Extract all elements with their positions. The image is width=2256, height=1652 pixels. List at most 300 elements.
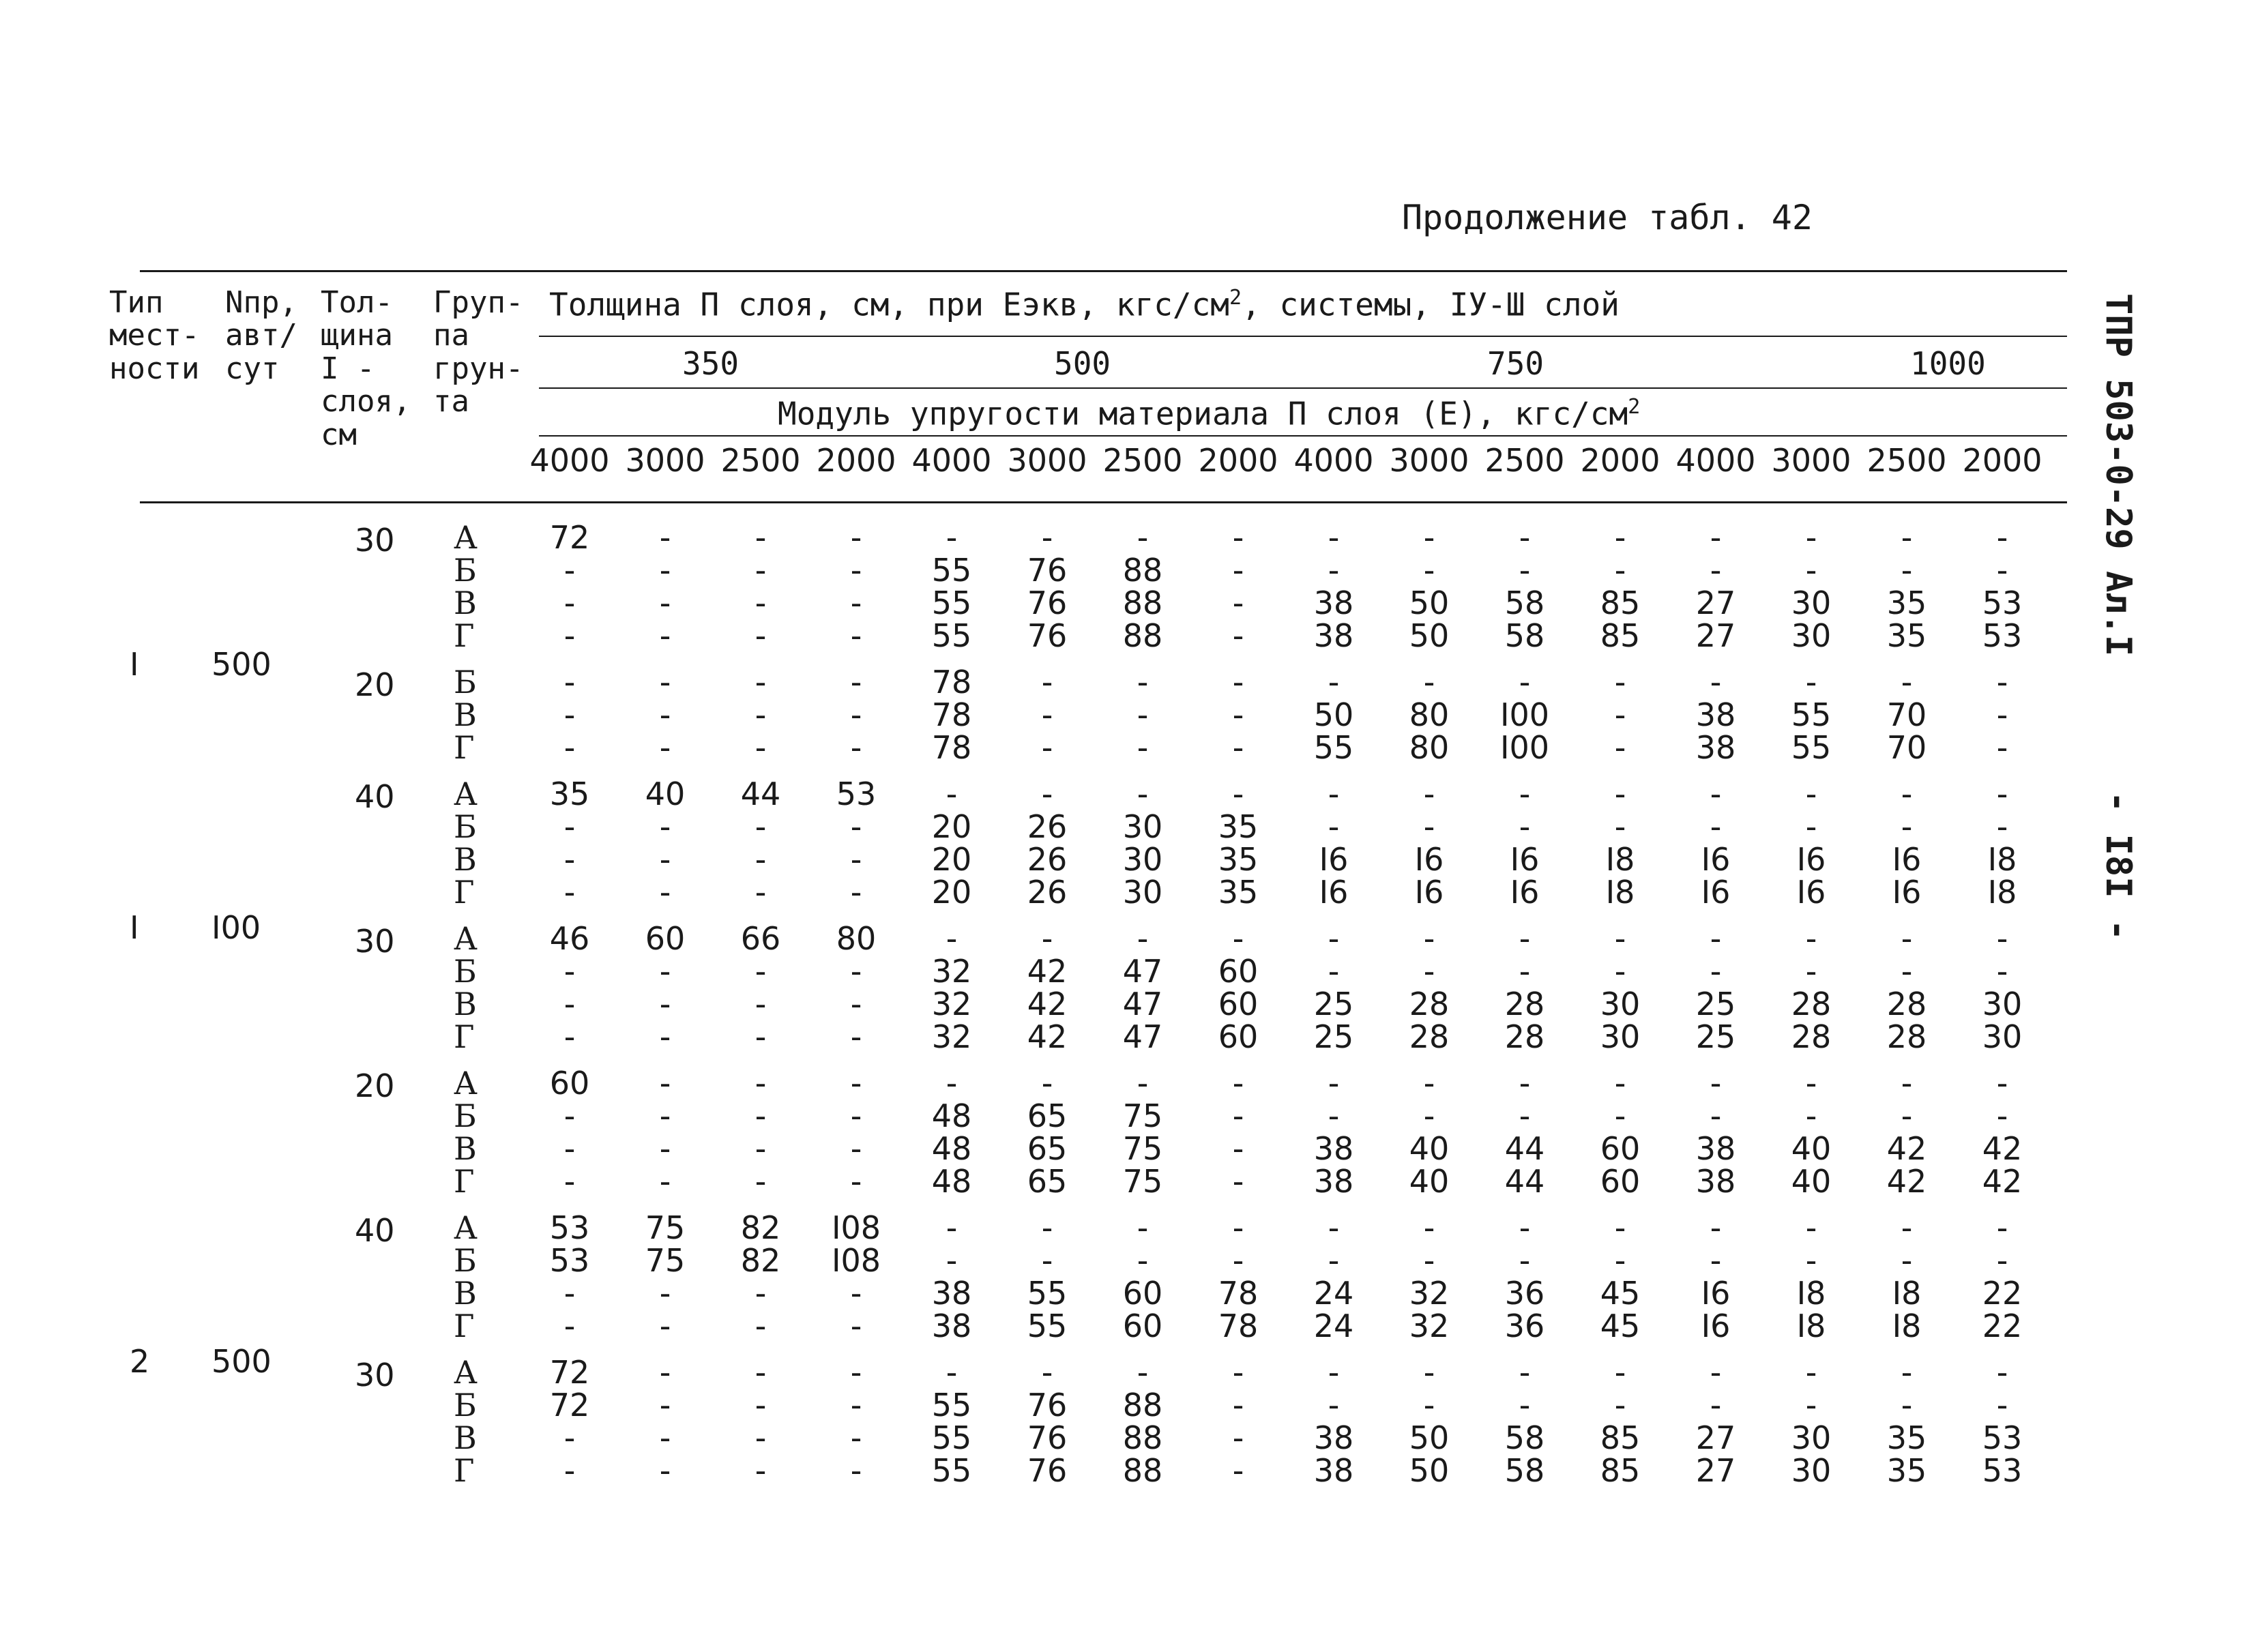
table-cell: 30 <box>1982 986 2023 1022</box>
terrain-type: 2 <box>130 1343 150 1380</box>
table-cell: - <box>1710 1209 1722 1246</box>
traffic-intensity: 500 <box>211 1343 272 1380</box>
header-main-title: Толщина П слоя, см, при Еэкв, кгс/$см^2$, системы, IУ-Ш слой <box>549 286 1620 323</box>
table-cell: - <box>563 953 576 990</box>
table-cell: - <box>1996 1209 2008 1246</box>
table-cell: 20 <box>931 841 972 878</box>
table-cell: 25 <box>1695 1018 1736 1055</box>
header-layer1-thickness: Тол- щина I - слоя, см <box>321 285 411 452</box>
table-cell: - <box>1232 1130 1244 1167</box>
table-cell: 53 <box>1982 1419 2023 1456</box>
table-cell: - <box>1996 920 2008 957</box>
table-cell: - <box>1901 1354 1913 1391</box>
table-cell: 88 <box>1122 552 1163 589</box>
table-cell: - <box>1328 1065 1340 1102</box>
table-cell: - <box>1041 1065 1053 1102</box>
soil-group-label: Б <box>454 1387 477 1424</box>
table-cell: - <box>659 1163 671 1200</box>
table-cell: - <box>659 585 671 621</box>
modulus-header-cell: 4000 <box>911 442 992 479</box>
table-cell: 60 <box>1218 953 1259 990</box>
table-cell: 53 <box>549 1242 590 1279</box>
table-cell: 44 <box>740 776 781 812</box>
table-cell: 42 <box>1886 1130 1927 1167</box>
table-cell: 42 <box>1027 1018 1068 1055</box>
table-cell: - <box>1996 953 2008 990</box>
table-cell: 70 <box>1886 696 1927 733</box>
table-cell: - <box>755 519 767 556</box>
table-cell: I6 <box>1701 1308 1731 1344</box>
table-cell: 32 <box>1409 1308 1450 1344</box>
table-cell: 50 <box>1409 1452 1450 1489</box>
header-rule-3 <box>539 435 2067 437</box>
table-cell: 38 <box>1313 1163 1354 1200</box>
table-cell: 24 <box>1313 1275 1354 1312</box>
header-modulus-title: Модуль упругости материала П слоя (Е), кгс/$см^2$ <box>778 395 1641 432</box>
e-equiv-1000: 1000 <box>1910 345 1986 382</box>
table-cell: 30 <box>1791 1452 1832 1489</box>
table-cell: I8 <box>1987 841 2017 878</box>
table-cell: 27 <box>1695 585 1736 621</box>
table-cell: 28 <box>1504 986 1545 1022</box>
table-cell: 28 <box>1886 986 1927 1022</box>
table-cell: 58 <box>1504 1452 1545 1489</box>
table-cell: 50 <box>1409 1419 1450 1456</box>
table-cell: 60 <box>645 920 686 957</box>
table-cell: 30 <box>1122 841 1163 878</box>
table-cell: 88 <box>1122 1387 1163 1424</box>
table-cell: - <box>1614 1242 1626 1279</box>
table-cell: 26 <box>1027 808 1068 845</box>
soil-group-label: А <box>454 1065 478 1102</box>
table-cell: - <box>1328 1209 1340 1246</box>
table-cell: I6 <box>1319 874 1349 911</box>
layer1-thickness: 30 <box>355 923 395 960</box>
table-cell: - <box>1041 1354 1053 1391</box>
header-bottom-rule <box>140 501 2067 503</box>
table-cell: 75 <box>645 1242 686 1279</box>
table-cell: - <box>1423 1242 1435 1279</box>
layer1-thickness: 40 <box>355 778 395 815</box>
e-equiv-350: 350 <box>682 345 739 382</box>
table-cell: - <box>1232 1354 1244 1391</box>
table-cell: 28 <box>1409 986 1450 1022</box>
table-cell: - <box>1519 953 1531 990</box>
table-cell: - <box>1232 664 1244 700</box>
table-cell: 28 <box>1791 1018 1832 1055</box>
table-cell: 32 <box>1409 1275 1450 1312</box>
table-cell: - <box>1041 1242 1053 1279</box>
table-cell: 80 <box>1409 696 1450 733</box>
table-cell: - <box>1805 1097 1817 1134</box>
table-cell: - <box>1423 664 1435 700</box>
table-cell: - <box>1805 953 1817 990</box>
table-cell: - <box>1805 808 1817 845</box>
table-cell: 75 <box>1122 1130 1163 1167</box>
table-cell: 30 <box>1791 1419 1832 1456</box>
table-cell: - <box>1519 1209 1531 1246</box>
table-cell: 38 <box>1313 1130 1354 1167</box>
table-cell: - <box>850 1387 862 1424</box>
table-cell: 35 <box>1886 585 1927 621</box>
table-cell: - <box>659 986 671 1022</box>
table-cell: - <box>850 1419 862 1456</box>
table-cell: 32 <box>931 1018 972 1055</box>
table-cell: 45 <box>1600 1308 1641 1344</box>
table-cell: - <box>755 1354 767 1391</box>
table-cell: - <box>850 617 862 654</box>
table-cell: 46 <box>549 920 590 957</box>
terrain-type: I <box>130 646 139 683</box>
table-cell: - <box>946 776 958 812</box>
table-cell: 38 <box>1695 729 1736 766</box>
table-cell: - <box>1137 664 1149 700</box>
table-cell: - <box>659 729 671 766</box>
table-cell: - <box>563 1163 576 1200</box>
table-cell: 36 <box>1504 1308 1545 1344</box>
table-cell: - <box>659 552 671 589</box>
table-cell: 88 <box>1122 1419 1163 1456</box>
table-cell: 60 <box>1218 986 1259 1022</box>
table-cell: 55 <box>1027 1275 1068 1312</box>
table-cell: - <box>946 1242 958 1279</box>
table-cell: 42 <box>1027 986 1068 1022</box>
e-equiv-500: 500 <box>1054 345 1111 382</box>
table-cell: 30 <box>1600 1018 1641 1055</box>
table-cell: 58 <box>1504 1419 1545 1456</box>
table-cell: 26 <box>1027 874 1068 911</box>
header-terrain-type: Тип мест- ности <box>109 285 200 386</box>
table-cell: 55 <box>931 1452 972 1489</box>
table-cell: 40 <box>645 776 686 812</box>
table-cell: - <box>1519 552 1531 589</box>
table-cell: - <box>1041 519 1053 556</box>
table-cell: - <box>1328 664 1340 700</box>
table-cell: 47 <box>1122 986 1163 1022</box>
table-cell: - <box>563 1018 576 1055</box>
table-cell: - <box>755 1452 767 1489</box>
table-cell: 25 <box>1313 986 1354 1022</box>
table-cell: - <box>1519 1242 1531 1279</box>
table-cell: - <box>850 729 862 766</box>
table-cell: - <box>659 1018 671 1055</box>
table-cell: 75 <box>1122 1163 1163 1200</box>
table-cell: - <box>850 1275 862 1312</box>
soil-group-label: А <box>454 1209 478 1246</box>
table-cell: - <box>755 664 767 700</box>
table-cell: - <box>1805 920 1817 957</box>
table-cell: - <box>755 585 767 621</box>
table-cell: - <box>1901 1242 1913 1279</box>
table-cell: 75 <box>645 1209 686 1246</box>
table-cell: - <box>1137 1354 1149 1391</box>
table-cell: 38 <box>1313 1452 1354 1489</box>
table-cell: 78 <box>1218 1275 1259 1312</box>
table-cell: - <box>1328 808 1340 845</box>
table-cell: - <box>850 519 862 556</box>
table-cell: - <box>755 1419 767 1456</box>
table-cell: 20 <box>931 874 972 911</box>
table-cell: 72 <box>549 519 590 556</box>
table-cell: 60 <box>549 1065 590 1102</box>
table-cell: - <box>1614 729 1626 766</box>
table-cell: 82 <box>740 1242 781 1279</box>
table-cell: I6 <box>1510 874 1540 911</box>
table-cell: - <box>1614 776 1626 812</box>
table-cell: 36 <box>1504 1275 1545 1312</box>
table-cell: - <box>850 552 862 589</box>
table-cell: 85 <box>1600 1419 1641 1456</box>
table-cell: 85 <box>1600 617 1641 654</box>
table-cell: - <box>659 519 671 556</box>
table-cell: 55 <box>931 617 972 654</box>
table-cell: - <box>1328 1354 1340 1391</box>
traffic-intensity: 500 <box>211 646 272 683</box>
table-cell: - <box>1710 776 1722 812</box>
table-cell: - <box>1996 729 2008 766</box>
layer1-thickness: 40 <box>355 1212 395 1249</box>
table-caption: Продолжение табл. 42 <box>1401 198 1813 237</box>
table-cell: 27 <box>1695 1452 1736 1489</box>
table-cell: - <box>1328 552 1340 589</box>
table-cell: I8 <box>1892 1275 1922 1312</box>
table-cell: 47 <box>1122 1018 1163 1055</box>
table-cell: 55 <box>1313 729 1354 766</box>
table-cell: - <box>755 1275 767 1312</box>
table-cell: - <box>563 1275 576 1312</box>
table-cell: - <box>659 664 671 700</box>
table-cell: 40 <box>1409 1163 1450 1200</box>
table-cell: - <box>1710 519 1722 556</box>
table-cell: - <box>1805 776 1817 812</box>
table-cell: - <box>850 1354 862 1391</box>
table-cell: 88 <box>1122 585 1163 621</box>
table-cell: - <box>659 953 671 990</box>
table-cell: - <box>1901 519 1913 556</box>
table-cell: - <box>659 1130 671 1167</box>
table-cell: - <box>1232 585 1244 621</box>
soil-group-label: В <box>454 1130 477 1167</box>
table-cell: 32 <box>931 953 972 990</box>
table-cell: - <box>1423 1097 1435 1134</box>
table-cell: I6 <box>1892 841 1922 878</box>
table-cell: - <box>1614 1354 1626 1391</box>
header-rule-1 <box>539 336 2067 337</box>
table-cell: - <box>659 696 671 733</box>
table-cell: - <box>1805 1209 1817 1246</box>
table-cell: - <box>1519 808 1531 845</box>
table-cell: 38 <box>1695 1163 1736 1200</box>
table-cell: - <box>1232 1419 1244 1456</box>
table-cell: 85 <box>1600 585 1641 621</box>
table-cell: - <box>1232 1452 1244 1489</box>
table-cell: - <box>1710 1097 1722 1134</box>
soil-group-label: Г <box>454 1308 475 1344</box>
soil-group-label: Б <box>454 552 477 589</box>
table-cell: - <box>1710 920 1722 957</box>
table-cell: - <box>1901 776 1913 812</box>
soil-group-label: Г <box>454 874 475 911</box>
table-cell: - <box>563 808 576 845</box>
table-cell: - <box>659 874 671 911</box>
table-cell: 38 <box>1313 585 1354 621</box>
table-cell: - <box>659 1354 671 1391</box>
table-cell: - <box>1614 1097 1626 1134</box>
table-cell: - <box>1232 1242 1244 1279</box>
table-cell: - <box>1041 920 1053 957</box>
table-cell: - <box>1137 1242 1149 1279</box>
table-cell: 60 <box>1600 1163 1641 1200</box>
modulus-header-cell: 3000 <box>1771 442 1851 479</box>
table-cell: 47 <box>1122 953 1163 990</box>
table-cell: - <box>1805 1242 1817 1279</box>
table-cell: - <box>755 1163 767 1200</box>
table-cell: 28 <box>1791 986 1832 1022</box>
table-cell: - <box>1232 696 1244 733</box>
table-cell: 30 <box>1982 1018 2023 1055</box>
table-cell: - <box>850 585 862 621</box>
table-cell: 70 <box>1886 729 1927 766</box>
table-cell: - <box>850 1065 862 1102</box>
table-cell: - <box>1232 519 1244 556</box>
table-cell: - <box>1041 776 1053 812</box>
table-cell: 53 <box>1982 617 2023 654</box>
table-cell: - <box>1423 519 1435 556</box>
table-cell: - <box>755 617 767 654</box>
table-cell: - <box>659 808 671 845</box>
table-cell: - <box>1423 776 1435 812</box>
table-cell: - <box>1328 519 1340 556</box>
table-cell: 55 <box>1027 1308 1068 1344</box>
table-cell: - <box>563 585 576 621</box>
page-number: - I8I - <box>2098 791 2139 941</box>
modulus-header-cell: 4000 <box>1293 442 1374 479</box>
table-cell: I00 <box>1499 696 1550 733</box>
table-cell: - <box>1996 664 2008 700</box>
table-cell: 38 <box>1695 1130 1736 1167</box>
table-cell: 42 <box>1886 1163 1927 1200</box>
table-cell: 88 <box>1122 617 1163 654</box>
table-cell: - <box>1519 1387 1531 1424</box>
table-cell: - <box>1423 1065 1435 1102</box>
table-cell: I08 <box>831 1242 881 1279</box>
table-cell: - <box>1614 664 1626 700</box>
soil-group-label: В <box>454 585 477 621</box>
table-cell: - <box>1328 1097 1340 1134</box>
table-cell: - <box>1519 920 1531 957</box>
table-cell: 53 <box>1982 1452 2023 1489</box>
table-cell: - <box>850 696 862 733</box>
soil-group-label: Б <box>454 808 477 845</box>
modulus-header-cell: 4000 <box>1675 442 1756 479</box>
table-cell: - <box>1996 1097 2008 1134</box>
table-cell: - <box>563 1097 576 1134</box>
table-cell: - <box>755 1065 767 1102</box>
table-cell: 58 <box>1504 617 1545 654</box>
header-rule-2 <box>539 387 2067 389</box>
table-cell: - <box>1805 1354 1817 1391</box>
table-cell: - <box>755 1097 767 1134</box>
table-cell: - <box>1996 1065 2008 1102</box>
table-cell: - <box>755 729 767 766</box>
table-cell: - <box>1805 1065 1817 1102</box>
header-soil-group: Груп- па грун- та <box>433 285 524 419</box>
table-cell: - <box>1805 664 1817 700</box>
table-cell: - <box>563 617 576 654</box>
table-cell: - <box>659 1387 671 1424</box>
table-cell: 78 <box>1218 1308 1259 1344</box>
table-cell: - <box>1041 664 1053 700</box>
table-cell: 40 <box>1791 1163 1832 1200</box>
table-cell: - <box>1710 953 1722 990</box>
table-cell: 60 <box>1218 1018 1259 1055</box>
table-cell: - <box>1519 1354 1531 1391</box>
table-cell: 76 <box>1027 585 1068 621</box>
table-cell: - <box>850 1130 862 1167</box>
table-cell: - <box>1710 552 1722 589</box>
table-cell: - <box>1232 552 1244 589</box>
table-cell: - <box>1232 1209 1244 1246</box>
table-cell: - <box>659 617 671 654</box>
table-cell: I8 <box>1605 874 1635 911</box>
table-cell: - <box>1996 1387 2008 1424</box>
table-cell: I8 <box>1987 874 2017 911</box>
table-cell: - <box>755 874 767 911</box>
e-equiv-750: 750 <box>1487 345 1544 382</box>
table-cell: I6 <box>1701 841 1731 878</box>
table-cell: - <box>1614 1209 1626 1246</box>
table-cell: I6 <box>1701 1275 1731 1312</box>
table-cell: - <box>1710 808 1722 845</box>
modulus-header-cell: 2000 <box>1962 442 2042 479</box>
table-cell: - <box>1901 920 1913 957</box>
table-cell: - <box>1710 1065 1722 1102</box>
table-cell: - <box>946 1354 958 1391</box>
table-cell: I08 <box>831 1209 881 1246</box>
table-cell: I8 <box>1796 1275 1826 1312</box>
soil-group-label: А <box>454 776 478 812</box>
table-cell: - <box>1901 1065 1913 1102</box>
soil-group-label: А <box>454 1354 478 1391</box>
table-cell: 82 <box>740 1209 781 1246</box>
table-cell: 30 <box>1600 986 1641 1022</box>
layer1-thickness: 20 <box>355 666 395 703</box>
table-cell: 48 <box>931 1163 972 1200</box>
table-cell: - <box>659 1452 671 1489</box>
table-cell: 35 <box>1886 1419 1927 1456</box>
table-cell: - <box>1614 808 1626 845</box>
table-cell: 58 <box>1504 585 1545 621</box>
table-cell: - <box>1137 1065 1149 1102</box>
table-cell: - <box>1137 696 1149 733</box>
table-cell: 30 <box>1122 808 1163 845</box>
table-cell: 85 <box>1600 1452 1641 1489</box>
modulus-header-cell: 2500 <box>1484 442 1565 479</box>
table-cell: 35 <box>1886 617 1927 654</box>
table-cell: 75 <box>1122 1097 1163 1134</box>
table-cell: - <box>850 1097 862 1134</box>
table-cell: - <box>850 986 862 1022</box>
table-cell: - <box>946 920 958 957</box>
table-cell: - <box>1232 617 1244 654</box>
table-cell: 30 <box>1791 585 1832 621</box>
table-cell: 35 <box>1218 841 1259 878</box>
table-cell: I6 <box>1796 874 1826 911</box>
table-cell: - <box>755 841 767 878</box>
table-cell: - <box>1137 776 1149 812</box>
table-cell: 76 <box>1027 552 1068 589</box>
table-cell: - <box>1805 1387 1817 1424</box>
